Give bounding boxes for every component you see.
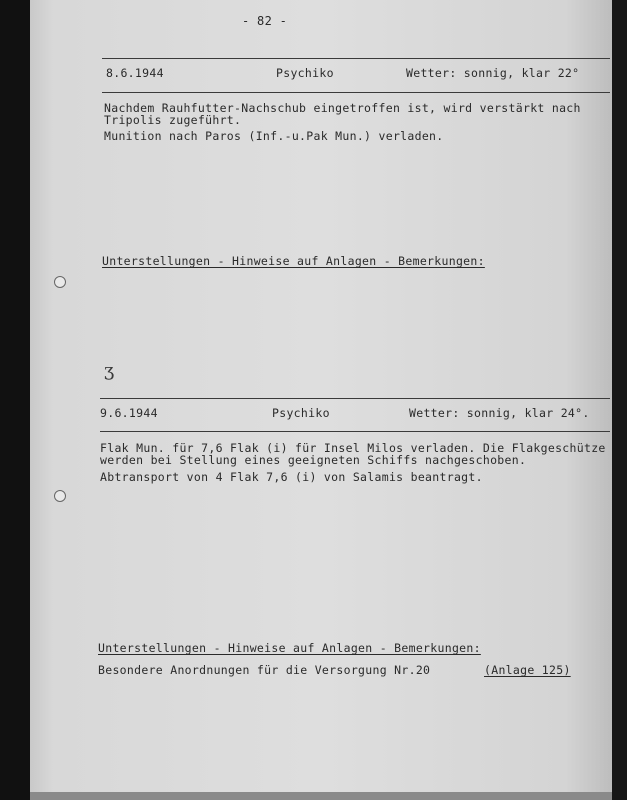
entry-bottom-rule xyxy=(100,431,610,432)
entry-text-line: Tripolis zugeführt. xyxy=(104,113,242,127)
entry-bottom-rule xyxy=(102,92,610,93)
remarks-heading: Unterstellungen - Hinweise auf Anlagen - Bemerkungen: xyxy=(98,641,481,655)
entry-date: 9.6.1944 xyxy=(100,406,158,420)
remarks-text: Besondere Anordnungen für die Versorgung Nr.20 xyxy=(98,663,431,677)
entry-text-line: werden bei Stellung eines geeigneten Schiffs nachgeschoben. xyxy=(100,453,527,467)
document-page xyxy=(30,0,612,792)
entry-weather: Wetter: sonnig, klar 24°. xyxy=(409,406,590,420)
remarks-heading: Unterstellungen - Hinweise auf Anlagen - Bemerkungen: xyxy=(102,254,485,268)
entry-top-rule xyxy=(102,58,610,59)
attachment-reference: (Anlage 125) xyxy=(484,663,571,677)
entry-top-rule xyxy=(100,398,610,399)
handwritten-mark: ʒ xyxy=(104,360,115,381)
punch-hole xyxy=(54,276,66,288)
entry-text-line: Flak Mun. für 7,6 Flak (i) für Insel Milos verladen. Die Flakgeschütze xyxy=(100,441,606,455)
page-number: - 82 - xyxy=(242,14,288,28)
entry-weather: Wetter: sonnig, klar 22° xyxy=(406,66,580,80)
entry-place: Psychiko xyxy=(272,406,330,420)
entry-date: 8.6.1944 xyxy=(106,66,164,80)
entry-text-line: Abtransport von 4 Flak 7,6 (i) von Salamis beantragt. xyxy=(100,470,483,484)
entry-text-line: Munition nach Paros (Inf.-u.Pak Mun.) verladen. xyxy=(104,129,444,143)
punch-hole xyxy=(54,490,66,502)
entry-place: Psychiko xyxy=(276,66,334,80)
entry-text-line: Nachdem Rauhfutter-Nachschub eingetroffen ist, wird verstärkt nach xyxy=(104,101,581,115)
scan-bottom-edge xyxy=(30,792,612,800)
scan-left-margin xyxy=(0,0,30,800)
